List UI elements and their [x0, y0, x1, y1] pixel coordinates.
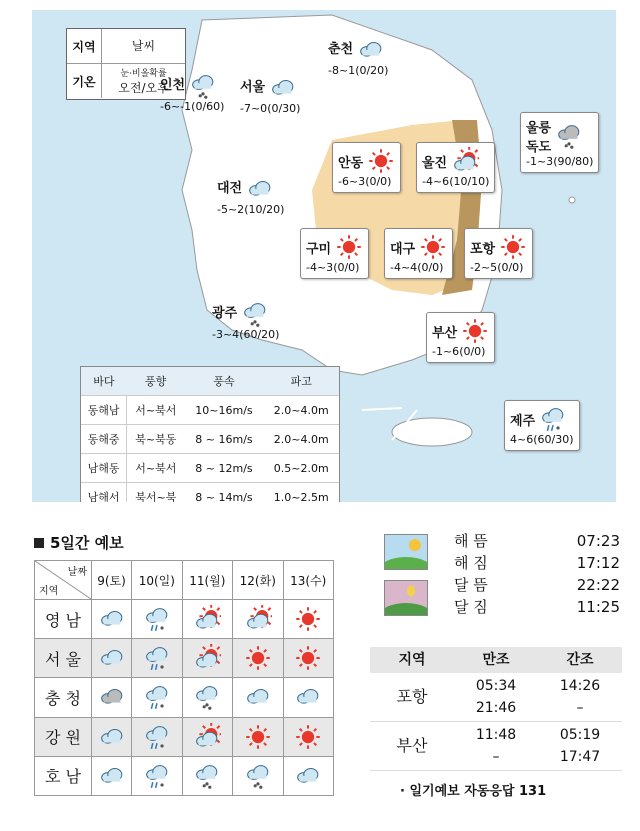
city-forecast	[212, 300, 279, 342]
forecast-weather-icon	[182, 639, 232, 678]
city-precip-prob: (0/0)	[365, 175, 392, 188]
forecast-weather-icon	[132, 600, 182, 639]
city-forecast	[426, 312, 495, 363]
sunrise-sunset-icon	[384, 534, 428, 570]
tide-time: –	[492, 749, 500, 765]
sun-moon-label: 달 짐	[454, 598, 488, 616]
tide-time: 05:19	[559, 727, 601, 743]
weather-icon	[539, 405, 567, 433]
sea-cell: 동해남	[81, 396, 127, 425]
forecast-weather-icon	[132, 678, 182, 717]
legend-region-label: 지역	[67, 29, 102, 63]
tide-header: 지역	[398, 652, 426, 668]
city-precip-prob: (0/0)	[459, 345, 486, 358]
city-forecast	[384, 228, 453, 279]
city-name: 울진	[422, 155, 448, 171]
city-precip-prob: (90/80)	[553, 155, 594, 168]
tide-time: 05:34	[475, 678, 517, 694]
city-temp: -6~-1	[160, 100, 192, 113]
forecast-region: 강 원	[35, 717, 92, 756]
forecast-day-header: 12(화)	[233, 561, 283, 600]
tide-header: 만조	[482, 652, 510, 668]
forecast-row	[35, 756, 334, 795]
city-temp: -7~0	[240, 102, 268, 115]
sea-cell: 8 ~ 16m/s	[185, 425, 264, 454]
legend-weather-label: 날씨	[131, 39, 156, 53]
city-temp: 4~6	[510, 433, 534, 446]
weather-icon	[499, 233, 527, 261]
city-precip-prob: (10/20)	[244, 203, 285, 216]
tide-time: –	[576, 700, 584, 716]
sea-cell: 서~북서	[127, 396, 185, 425]
city-temp: -4~6	[422, 175, 450, 188]
city-precip-prob: (0/60)	[191, 100, 225, 113]
city-name: 광주	[212, 306, 238, 321]
sun-moon-label: 해 짐	[454, 554, 488, 572]
city-precip-prob: (10/10)	[449, 175, 490, 188]
city-temp: -2~5	[470, 261, 498, 274]
sun-moon-row	[454, 530, 620, 552]
tide-time: 21:46	[475, 700, 517, 716]
city-name: 구미	[306, 241, 332, 257]
sun-moon-label: 달 뜸	[454, 576, 488, 594]
sea-header: 파고	[263, 367, 339, 396]
forecast-region: 영 남	[35, 600, 92, 639]
weather-map	[32, 10, 616, 502]
forecast-row	[35, 639, 334, 678]
city-name: 안동	[338, 155, 364, 171]
weather-icon	[357, 36, 385, 64]
city-temp: -5~2	[217, 203, 245, 216]
forecast-row	[35, 717, 334, 756]
sea-forecast-table	[80, 366, 340, 502]
forecast-weather-icon	[283, 639, 333, 678]
forecast-weather-icon	[283, 756, 333, 795]
weather-icon	[269, 74, 297, 102]
sea-cell: 남해동	[81, 454, 127, 483]
tide-header: 간조	[566, 652, 594, 668]
forecast-weather-icon	[283, 600, 333, 639]
city-precip-prob: (0/20)	[355, 64, 389, 77]
city-name: 서울	[240, 80, 266, 95]
forecast-weather-icon	[233, 600, 283, 639]
tide-table	[370, 647, 622, 771]
tide-region: 포항	[396, 687, 428, 706]
forecast-weather-icon	[283, 678, 333, 717]
forecast-title: 5일간 예보	[34, 532, 124, 553]
forecast-weather-icon	[92, 678, 132, 717]
legend-temp-label: 기온	[67, 64, 102, 98]
city-name: 제주	[510, 413, 536, 429]
tide-time: 11:48	[475, 727, 517, 743]
forecast-weather-icon	[182, 756, 232, 795]
city-forecast	[520, 112, 599, 173]
sun-moon-time: 11:25	[576, 598, 620, 616]
sun-moon-time: 17:12	[576, 554, 620, 572]
legend-ampm-label: 오전/오후	[118, 81, 169, 95]
sun-moon-time: 22:22	[576, 576, 620, 594]
tide-time: 14:26	[559, 678, 601, 694]
sun-moon-time: 07:23	[576, 532, 620, 550]
forecast-region: 호 남	[35, 756, 92, 795]
sea-cell: 1.0~2.5m	[263, 483, 339, 503]
sea-cell: 10~16m/s	[185, 396, 264, 425]
forecast-weather-icon	[92, 639, 132, 678]
city-name: 울릉 독도	[526, 121, 552, 155]
forecast-day-header: 10(일)	[132, 561, 182, 600]
forecast-region: 서 울	[35, 639, 92, 678]
city-forecast	[217, 175, 284, 217]
legend-precip-label: 눈·비올확률	[120, 69, 167, 79]
tide-row	[370, 673, 622, 722]
forecast-region: 충 청	[35, 678, 92, 717]
weather-icon	[419, 233, 447, 261]
city-forecast	[504, 400, 580, 451]
forecast-weather-icon	[132, 756, 182, 795]
city-forecast	[300, 228, 369, 279]
sea-cell: 8 ~ 14m/s	[185, 483, 264, 503]
sun-moon-info	[384, 530, 620, 622]
corner-date-label: 날짜	[67, 567, 87, 578]
sea-cell: 서~북서	[127, 454, 185, 483]
city-name: 부산	[432, 325, 458, 341]
sea-cell: 0.5~2.0m	[263, 454, 339, 483]
table-row	[81, 454, 339, 483]
city-temp: -1~3	[526, 155, 554, 168]
forecast-weather-icon	[233, 717, 283, 756]
forecast-weather-icon	[92, 600, 132, 639]
sea-cell: 동해중	[81, 425, 127, 454]
five-day-forecast-table	[34, 560, 334, 796]
city-name: 인천	[160, 78, 186, 93]
weather-icon	[189, 72, 217, 100]
weather-icon	[246, 175, 274, 203]
sea-cell: 2.0~4.0m	[263, 425, 339, 454]
sun-moon-row	[454, 574, 620, 596]
weather-icon	[461, 317, 489, 345]
city-forecast	[416, 142, 495, 193]
city-precip-prob: (60/20)	[239, 328, 280, 341]
sea-cell: 2.0~4.0m	[263, 396, 339, 425]
sea-cell: 8 ~ 12m/s	[185, 454, 264, 483]
city-name: 대구	[390, 241, 416, 257]
city-name: 포항	[470, 241, 496, 257]
sea-header: 풍향	[127, 367, 185, 396]
city-forecast	[332, 142, 401, 193]
forecast-weather-icon	[182, 678, 232, 717]
forecast-weather-icon	[283, 717, 333, 756]
city-temp: -3~4	[212, 328, 240, 341]
weather-icon	[335, 233, 363, 261]
forecast-day-header: 9(토)	[92, 561, 132, 600]
sea-cell: 북서~북	[127, 483, 185, 503]
weather-icon	[555, 122, 583, 150]
weather-icon	[451, 147, 479, 175]
forecast-weather-icon	[132, 639, 182, 678]
forecast-weather-icon	[233, 756, 283, 795]
forecast-weather-icon	[92, 756, 132, 795]
forecast-row	[35, 600, 334, 639]
weather-icon	[367, 147, 395, 175]
sea-cell: 남해서	[81, 483, 127, 503]
forecast-weather-icon	[182, 600, 232, 639]
forecast-weather-icon	[233, 639, 283, 678]
city-forecast	[464, 228, 533, 279]
city-precip-prob: (0/30)	[267, 102, 301, 115]
moonrise-moonset-icon	[384, 580, 428, 616]
sea-header: 바다	[81, 367, 127, 396]
city-temp: -1~6	[432, 345, 460, 358]
city-forecast	[160, 72, 224, 114]
table-row	[81, 396, 339, 425]
sea-header: 풍속	[185, 367, 264, 396]
forecast-day-header: 11(월)	[182, 561, 232, 600]
forecast-weather-icon	[233, 678, 283, 717]
forecast-weather-icon	[182, 717, 232, 756]
city-forecast	[328, 36, 388, 78]
forecast-weather-icon	[132, 717, 182, 756]
forecast-weather-icon	[92, 717, 132, 756]
city-temp: -4~3	[306, 261, 334, 274]
city-precip-prob: (60/30)	[533, 433, 574, 446]
city-name: 춘천	[328, 42, 354, 57]
forecast-row	[35, 678, 334, 717]
corner-header	[35, 561, 92, 600]
city-precip-prob: (0/0)	[333, 261, 360, 274]
city-temp: -6~3	[338, 175, 366, 188]
city-name: 대전	[217, 181, 243, 196]
sun-moon-row	[454, 596, 620, 618]
tide-time: 17:47	[559, 749, 601, 765]
sun-moon-label: 해 뜸	[454, 532, 488, 550]
city-temp: -8~1	[328, 64, 356, 77]
sun-moon-row	[454, 552, 620, 574]
footer-hotline: · 일기예보 자동응답 131	[400, 784, 547, 799]
weather-icon	[241, 300, 269, 328]
tide-row	[370, 722, 622, 771]
table-row	[81, 483, 339, 503]
city-forecast	[240, 74, 300, 116]
city-precip-prob: (0/0)	[417, 261, 444, 274]
sea-cell: 북~북동	[127, 425, 185, 454]
tide-region: 부산	[396, 736, 428, 755]
table-row	[81, 425, 339, 454]
forecast-day-header: 13(수)	[283, 561, 333, 600]
city-precip-prob: (0/0)	[497, 261, 524, 274]
corner-region-label: 지역	[39, 586, 59, 597]
city-temp: -4~4	[390, 261, 418, 274]
